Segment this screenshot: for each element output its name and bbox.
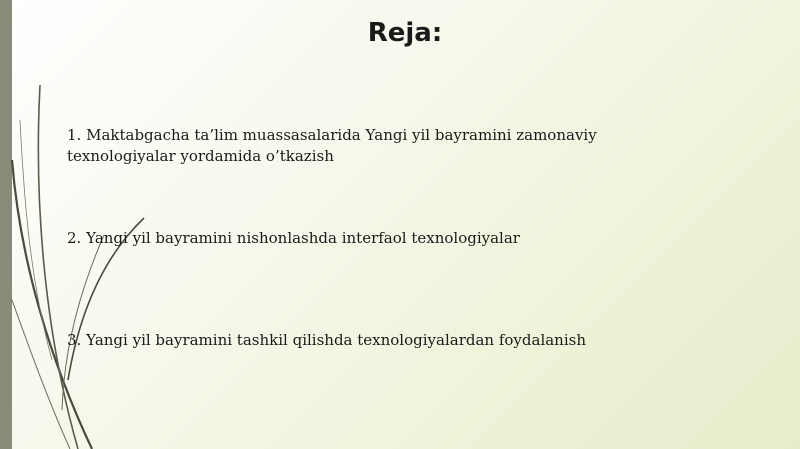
plan-item-3: 3. Yangi yil bayramini tashkil qilishda texnologiyalardan foydalanish (67, 331, 586, 349)
decorative-lines (0, 0, 200, 449)
plan-item-1: 1. Maktabgacha ta’lim muassasalarida Yangi yil bayramini zamonaviy texnologiyalar yordamida o’tkazish (67, 126, 597, 165)
slide-title: Reja: (367, 18, 443, 48)
plan-item-2: 2. Yangi yil bayramini nishonlashda interfaol texnologiyalar (67, 229, 520, 247)
